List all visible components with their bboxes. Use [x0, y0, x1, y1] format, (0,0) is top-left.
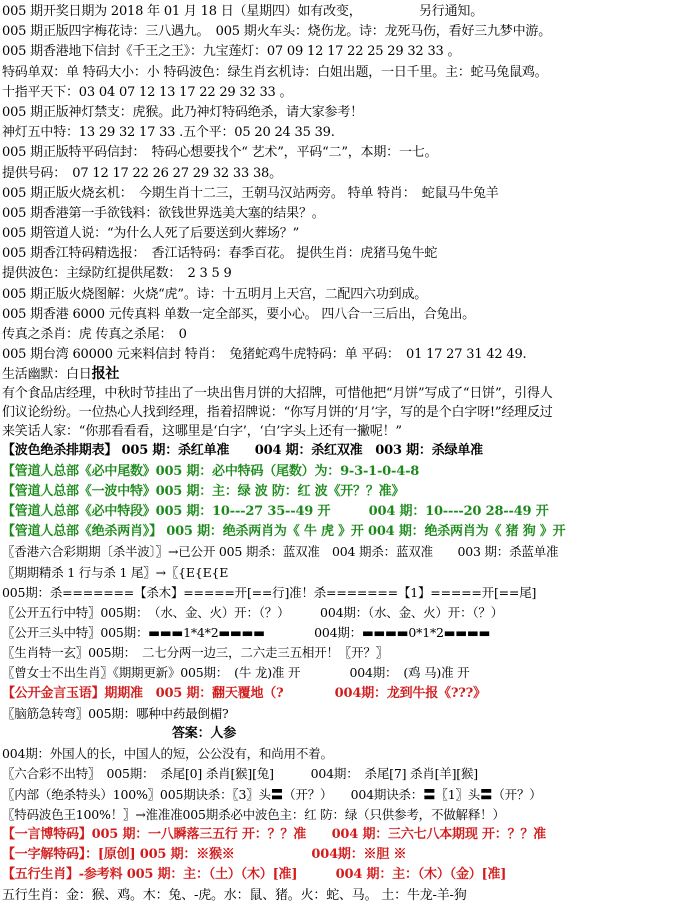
- humor-story: [2, 365, 688, 441]
- red-lines: [2, 825, 688, 886]
- hk-first-hand-line: 005 期香港第一手欲钱料：欲钱世界选美大塞的结果？。: [2, 205, 325, 221]
- one-word-bet-line: 【一言博特码】005 期：一八瞬落三五行 开：？？准 004 期：三六七八本期现 开：？？准: [2, 826, 546, 842]
- one-wave-line: 【管道人总部《一波中特》005 期：主：绿 波 防：红 波《开？？准》: [2, 483, 405, 499]
- riddle-question: 〖脑筋急转弯〗005期：哪种中药最倒楣?: [2, 705, 229, 721]
- pipeline-person-line: 005 期管道人说：“为什么人死了后要送到火葬场？”: [2, 226, 300, 242]
- special-code-line: 特码单双：单 特码大小：小 特码波色：绿生肖玄机诗：白姐出题，一日千里。主：蛇马兔鼠鸡。: [2, 64, 548, 80]
- lamp-ban-line: 005 期正版神灯禁支：虎猴。此乃神灯特码绝杀，请大家参考！: [2, 104, 363, 120]
- five-elements-zodiac-line: 【五行生肖】-参考料 005 期：主：（土）（木）[准] 004 期：主：（木）（金）[准]: [2, 867, 507, 883]
- internal-head-kill-line: 〖内部（绝杀特头）100%〗005期诀杀：〖3〗头〓（开？） 004期诀杀：〓〖1〗头〓（开？）: [2, 786, 542, 802]
- plum-poem-line: 005 期正版四字梅花诗：三八遇九。 005 期火车头：烧伤龙。诗：龙死马伤，看好三九梦中游。: [2, 24, 551, 40]
- element-zodiac-list: 五行生肖：金：猴、鸡。木：兔、-虎。水：鼠、猪。火：蛇、马。 土：牛龙-羊-狗: [2, 887, 467, 903]
- three-heads-line: 〖公开三头中特〗005期：▬▬▬1*4*2▬▬▬▬ 004期：▬▬▬▬0*1*2▬▬▬▬: [2, 625, 491, 641]
- bold-prediction-lines: [2, 441, 688, 542]
- humor-prefix: 生活幽默：白日: [2, 367, 92, 383]
- wave-color-line: 提供波色：主绿防红提供尾数： 2 3 5 9: [2, 266, 232, 282]
- taiwan-envelope-line: 005 期台湾 60000 元来料信封 特肖： 兔猪蛇鸡牛虎特码：单 平码： 01 17 27 31 42 49.: [2, 347, 527, 363]
- humor-body-1: 有个食品店经理，中秋时节挂出了一块出售月饼的大招牌，可惜他把“月饼”写成了“日饼”，引得人: [2, 386, 553, 402]
- previous-riddle-line: 004期：外国人的长，中国人的短，公公没有，和尚用不着。: [2, 746, 333, 762]
- riddle-answer: 答案：人参: [172, 726, 237, 741]
- fire-diagram-line: 005 期正版火烧图解：火烧“虎”。诗：十五明月上天宫，二配四六功到成。: [2, 286, 428, 302]
- wave-kill-table-line: 【波色绝杀排期表】 005 期：杀红单准 004 期：杀红双准 003 期：杀绿单准: [2, 443, 483, 459]
- fax-kill-line: 传真之杀肖：虎 传真之杀尾： 0: [2, 327, 187, 342]
- hk-fax-line: 005 期香港 6000 元传真料 单数一定全部买，要小心。 四八合一三后出，合兔出。: [2, 306, 475, 322]
- kill-wood-line: 005期：杀=======【杀木】=====开[==行]准！杀=======【1】=====开[==尾]: [2, 584, 537, 600]
- flat-code-envelope-line: 005 期正版特平码信封： 特码心想要找个“ 艺术”，平码“二”，本期：一七。: [2, 145, 438, 161]
- ten-fingers-line: 十指平天下：03 04 07 12 13 17 22 29 32 33 。: [2, 84, 293, 100]
- provided-numbers-line: 提供号码： 07 12 17 22 26 27 29 32 33 38。: [2, 165, 282, 181]
- zodiac-mystery-line: 〖生肖特一玄〗005期： 二七分两一边三，二六走三五相开！〖开？〗: [2, 645, 389, 661]
- special-segment-line: 【管道人总部《必中特段》005 期：10---27 35--49 开 004 期：10----20 28--49 开: [2, 503, 549, 519]
- lamp-five-line: 神灯五中特：13 29 32 17 33 .五个平：05 20 24 35 39.: [2, 125, 335, 141]
- mixed-lines: [2, 542, 688, 744]
- golden-words-line: 【公开金言玉语】期期准 005 期：翻天覆地（? 004期：龙到牛报《???》: [2, 685, 486, 701]
- humor-body-2: 们议论纷纷。一位热心人找到经理，指着招牌说：“你写月饼的‘月’字，写的是个白字呀!”经理反过: [2, 405, 553, 421]
- must-tail-line: 【管道人总部《必中尾数》005 期：必中特码（尾数）为：9-3-1-0-4-8: [2, 463, 420, 479]
- one-character-line: 【一字解特码】：[原创] 005 期：※猴※ 004期：※胆 ※: [2, 847, 407, 863]
- xiangjiang-line: 005 期香江特码精选报： 香江话特码：春季百花。 提供生肖：虎猪马兔牛蛇: [2, 246, 438, 262]
- no-special-line: 〖六合彩不出特〗 005期： 杀尾[0] 杀肖[猴][兔] 004期： 杀尾[7] 杀肖[羊][猴]: [2, 766, 478, 782]
- draw-date-line: 005 期开奖日期为 2018 年 01 月 18 日（星期四）如有改变， 另行通知。: [2, 4, 484, 19]
- kill-row-tail-line: 〖期期精杀 1 行与杀 1 尾〗→〖{E{E{E: [2, 564, 229, 580]
- humor-mark: 报社: [91, 366, 120, 383]
- fire-mystery-line: 005 期正版火烧玄机： 今期生肖十二三，王朝马汉站两旁。 特单 特肖： 蛇鼠马牛兔羊: [2, 185, 499, 201]
- ms-zeng-line: 〖曾女士不出生肖〗《期期更新》005期： (牛 龙)准 开 004期： (鸡 马)准 开: [2, 665, 470, 681]
- humor-body-3: 来笑话人家：“你那看看看，这哪里是‘白字’，‘白’字头上还有一撇呢！”: [2, 424, 402, 440]
- hk-envelope-line: 005 期香港地下信封《千王之王》：九宝莲灯：07 09 12 17 22 25 29 32 33 。: [2, 44, 461, 60]
- info-lines: [2, 2, 688, 365]
- five-elements-line: 〖公开五行中特〗005期： （水、金、火）开：（？） 004期：（水、金、火）开：（？）: [2, 604, 504, 620]
- hk-half-wave-line: 〖香港六合彩期期〔杀半波〕〗→已公开 005 期杀：蓝双准 004 期杀：蓝双准 003 期：杀蓝单准: [2, 544, 559, 560]
- tail-lines: [2, 744, 688, 825]
- wave-color-king-line: 〖特码波色王100%！〗→淮准准005期杀必中波色主：红 防：绿（只供参考，不做解释！）: [2, 806, 505, 822]
- kill-two-zodiac-line: 【管道人总部《绝杀两肖》】 005 期：绝杀两肖为《 牛 虎 》开 004 期：绝杀两肖为《 猪 狗 》开: [2, 524, 566, 540]
